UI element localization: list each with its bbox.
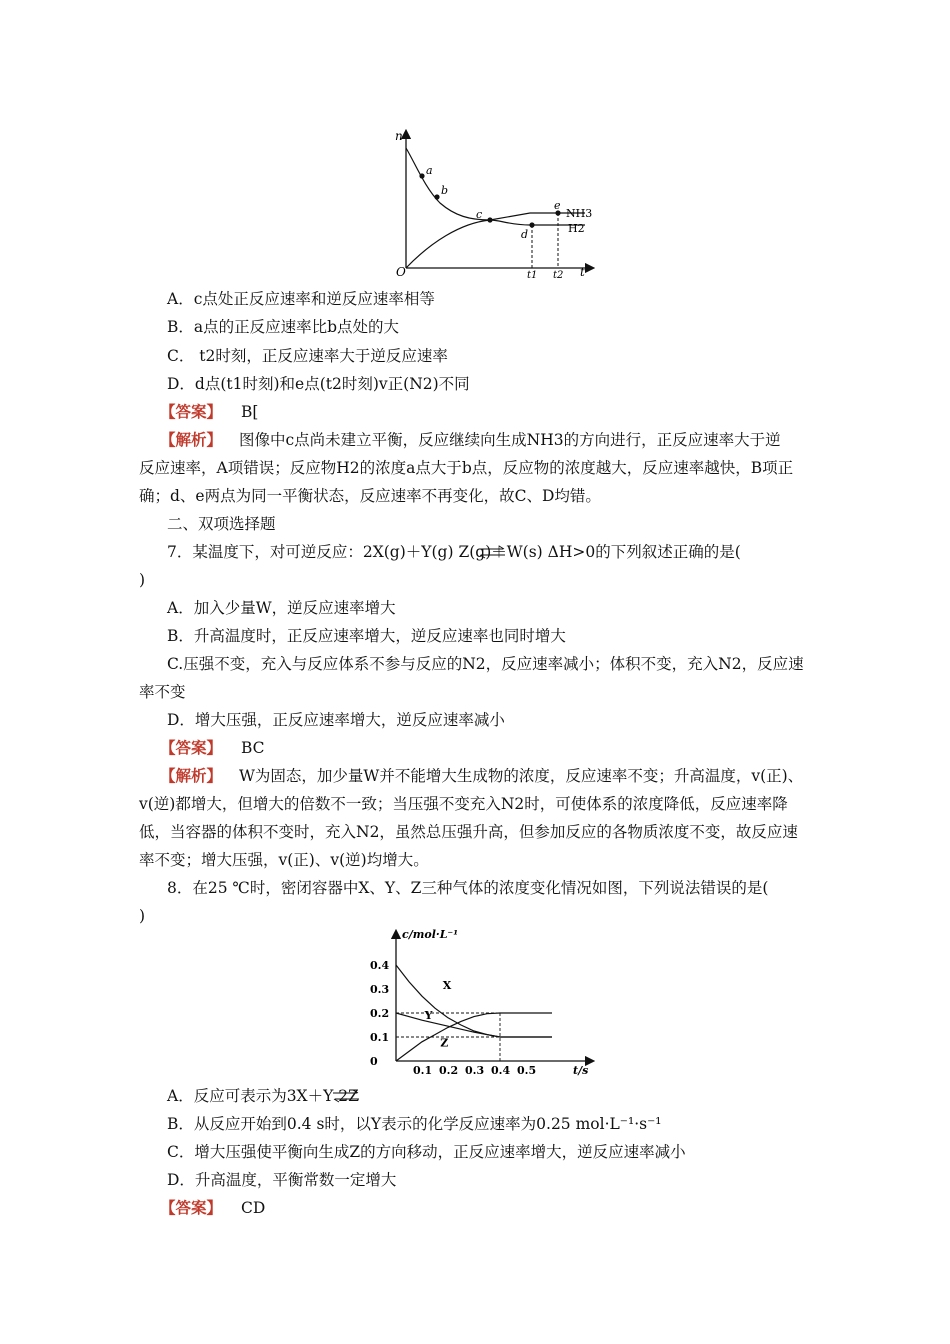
q7-option-d: D．增大压强，正反应速率增大，逆反应速率减小	[167, 711, 505, 729]
equilibrium-arrow-icon	[331, 1089, 361, 1103]
y-tick-label: 0.4	[370, 959, 390, 972]
q6-analysis-line2: 反应速率，A项错误；反应物H2的浓度a点大于b点，反应物的浓度越大，反应速率越快，B项正	[139, 459, 794, 477]
answer-value: BC	[240, 739, 265, 757]
y-tick-label: 0.3	[370, 983, 390, 996]
analysis-text: W为固态，加少量W并不能增大生成物的浓度，反应速率不变；升高温度，v(正)、	[238, 767, 804, 785]
point-c	[487, 217, 492, 222]
x-tick-label: 0.2	[439, 1064, 459, 1077]
x-axis-label: t	[580, 265, 585, 278]
point-b	[434, 194, 439, 199]
series-label-z: Z	[440, 1036, 449, 1050]
label-h2: H2	[568, 222, 585, 235]
y-tick-label: 0.1	[370, 1031, 390, 1044]
label-a: a	[426, 164, 433, 177]
q6-option-a: A．c点处正反应速率和逆反应速率相等	[167, 290, 435, 308]
q7-stem-close: )	[139, 571, 146, 589]
label-nh3: NH3	[566, 207, 593, 220]
q7-option-a: A．加入少量W，逆反应速率增大	[167, 599, 396, 617]
series-label-x: X	[442, 979, 452, 992]
label-c: c	[476, 208, 483, 221]
q6-analysis-line3: 确；d、e两点为同一平衡状态，反应速率不再变化，故C、D均错。	[139, 487, 601, 505]
q8-option-a: A．反应可表示为3X＋Y 2Z	[167, 1087, 359, 1105]
label-d: d	[521, 228, 529, 241]
q7-answer	[160, 737, 265, 759]
point-a	[419, 173, 424, 178]
analysis-tag: 【解析】	[160, 767, 223, 785]
q6-option-c: C． t2时刻，正反应速率大于逆反应速率	[167, 347, 448, 365]
x-tick-label: 0.3	[465, 1064, 485, 1077]
q6-answer	[160, 401, 258, 423]
section-heading: 二、双项选择题	[167, 515, 276, 533]
answer-tag: 【答案】	[160, 739, 223, 757]
y-tick-label: 0.2	[370, 1007, 390, 1020]
q8-option-d: D．升高温度，平衡常数一定增大	[167, 1171, 397, 1189]
x-axis-label: t/s	[573, 1064, 589, 1077]
equilibrium-arrow-icon	[477, 545, 507, 559]
q7-option-c-cont: 率不变	[139, 683, 186, 701]
q6-analysis-line1	[160, 429, 781, 451]
concentration-chart	[368, 928, 598, 1078]
x-tick-label: 0.5	[517, 1064, 537, 1077]
q6-option-d: D．d点(t1时刻)和e点(t2时刻)v正(N2)不同	[167, 375, 470, 393]
q7-option-b: B．升高温度时，正反应速率增大，逆反应速率也同时增大	[167, 627, 566, 645]
tick-t1: t1	[527, 270, 538, 278]
q7-analysis-line2: v(逆)都增大，但增大的倍数不一致；当压强不变充入N2时，可使体系的浓度降低，反应速率降	[139, 795, 788, 813]
x-tick-label: 0.1	[413, 1064, 433, 1077]
q8-option-b: B．从反应开始到0.4 s时，以Y表示的化学反应速率为0.25 mol·L⁻¹·s⁻¹	[167, 1115, 662, 1133]
label-b: b	[441, 184, 449, 197]
origin-label: O	[396, 265, 406, 278]
q8-answer	[160, 1197, 265, 1219]
point-d	[529, 222, 534, 227]
y-tick-label: 0	[370, 1055, 378, 1068]
analysis-text: 图像中c点尚未建立平衡，反应继续向生成NH3的方向进行，正反应速率大于逆	[238, 431, 781, 449]
analysis-tag: 【解析】	[160, 431, 223, 449]
answer-tag: 【答案】	[160, 403, 223, 421]
y-axis-label: c/mol·L⁻¹	[402, 928, 459, 941]
tick-t2: t2	[553, 270, 564, 278]
x-tick-label: 0.4	[491, 1064, 511, 1077]
q6-option-b: B．a点的正反应速率比b点处的大	[167, 318, 400, 336]
q7-stem: 7．某温度下，对可逆反应：2X(g)＋Y(g) Z(g)＋W(s) ΔH>0的下列叙述正确的是(	[167, 543, 741, 561]
series-x-line	[396, 965, 552, 1037]
answer-tag: 【答案】	[160, 1199, 223, 1217]
q7-analysis-line3: 低，当容器的体积不变时，充入N2，虽然总压强升高，但参加反应的各物质浓度不变，故反应速	[139, 823, 798, 841]
series-label-y: Y	[424, 1009, 433, 1022]
answer-value: B[	[240, 403, 259, 421]
q8-stem: 8．在25 ℃时，密闭容器中X、Y、Z三种气体的浓度变化情况如图，下列说法错误的是(	[167, 879, 769, 897]
q7-option-c: C.压强不变，充入与反应体系不参与反应的N2，反应速率减小；体积不变，充入N2，反应速	[167, 655, 804, 673]
y-axis-label: n	[395, 129, 403, 143]
q7-analysis-line1	[160, 765, 803, 787]
label-e: e	[554, 199, 561, 212]
q7-analysis-line4: 率不变；增大压强，v(正)、v(逆)均增大。	[139, 851, 429, 869]
answer-value: CD	[240, 1199, 266, 1217]
n-t-figure	[390, 128, 610, 278]
q8-option-c: C．增大压强使平衡向生成Z的方向移动，正反应速率增大，逆反应速率减小	[167, 1143, 686, 1161]
q8-stem-close: )	[139, 907, 146, 925]
